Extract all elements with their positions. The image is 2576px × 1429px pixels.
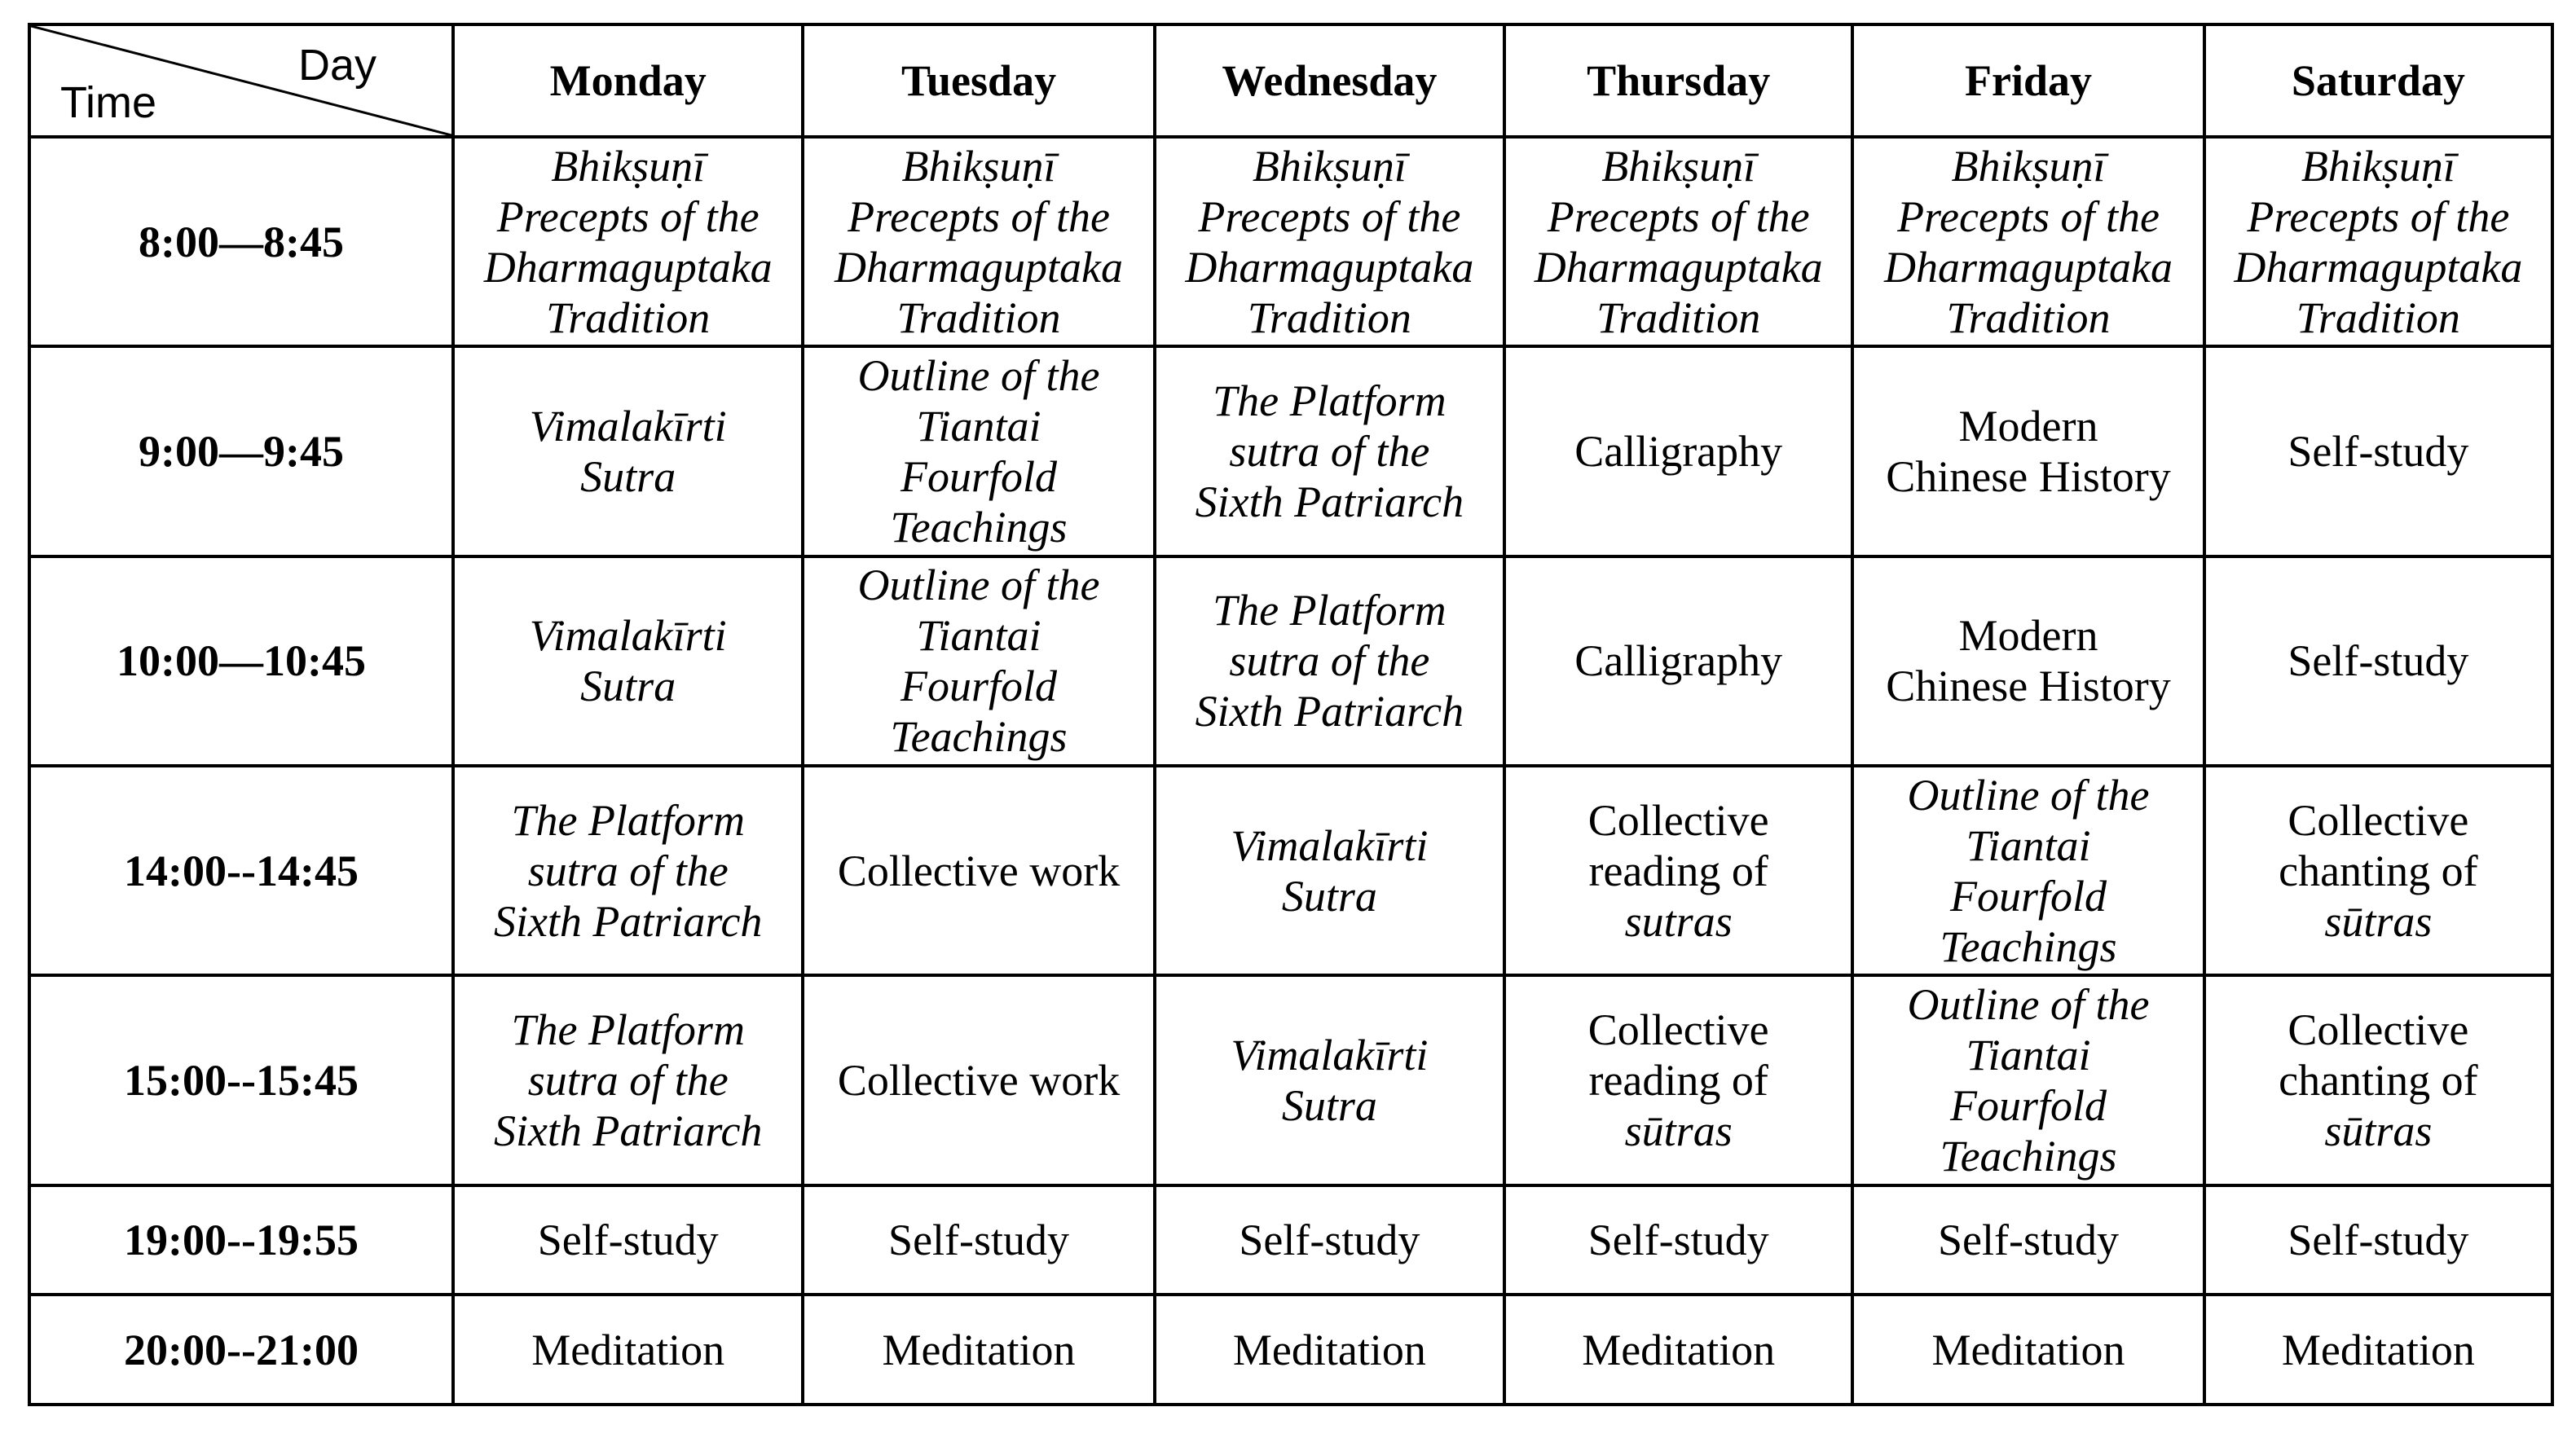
course-title	[1860, 1215, 2195, 1265]
course-title	[461, 1215, 795, 1265]
course-title-line: Vimalakīrti	[529, 611, 727, 661]
course-title	[811, 350, 1146, 552]
course-title	[811, 1215, 1146, 1265]
time-slot-label: 20:00--21:00	[29, 1295, 453, 1405]
course-title-line: Self-study	[888, 1215, 1070, 1264]
time-slot-label: 8:00—8:45	[29, 137, 453, 346]
schedule-cell-saturday	[2204, 556, 2552, 766]
course-title	[1163, 1030, 1496, 1131]
course-title-line: Sixth Patriarch	[1195, 477, 1464, 526]
time-slot-label: 10:00—10:45	[29, 556, 453, 766]
course-title-line: The Platform	[511, 1005, 745, 1054]
schedule-cell-friday	[1852, 1185, 2204, 1295]
schedule-cell-monday	[453, 1185, 803, 1295]
course-title-line: Meditation	[2281, 1325, 2475, 1374]
course-title	[1163, 141, 1496, 343]
schedule-cell-tuesday	[803, 556, 1154, 766]
course-title-line: Self-study	[1938, 1215, 2120, 1264]
schedule-cell-saturday	[2204, 1295, 2552, 1405]
course-title-line: sutra of the	[1229, 636, 1430, 686]
course-title-line: Collective	[2288, 1005, 2469, 1054]
schedule-cell-monday	[453, 137, 803, 346]
course-title-line: Precepts of the	[496, 191, 760, 241]
course-title	[461, 795, 795, 947]
schedule-cell-wednesday	[1155, 346, 1504, 556]
schedule-cell-thursday	[1504, 346, 1852, 556]
course-title-line: Dharmaguptaka	[1534, 242, 1823, 292]
schedule-cell-friday	[1852, 766, 2204, 975]
course-title-line: Self-study	[2288, 426, 2469, 476]
course-title-line: Collective	[2288, 795, 2469, 845]
course-title-line: Bhikṣuṇī	[2301, 141, 2455, 191]
day-header-wednesday: Wednesday	[1155, 24, 1504, 137]
schedule-cell-monday	[453, 346, 803, 556]
schedule-cell-friday	[1852, 137, 2204, 346]
day-header-monday: Monday	[453, 24, 803, 137]
course-title-line: sūtras	[2324, 1106, 2433, 1155]
course-title-line: Precepts of the	[848, 191, 1110, 241]
schedule-cell-thursday	[1504, 1295, 1852, 1405]
course-title-line: Teachings	[890, 712, 1068, 762]
time-day-corner-cell	[29, 24, 453, 137]
course-title-line: Dharmaguptaka	[1884, 242, 2173, 292]
course-title	[1513, 635, 1844, 686]
course-title	[1163, 1215, 1496, 1265]
course-title-line: Self-study	[2288, 1215, 2469, 1264]
time-slot-label: 19:00--19:55	[29, 1185, 453, 1295]
course-title-line: Calligraphy	[1574, 636, 1783, 686]
course-title-line: Bhikṣuṇī	[551, 141, 706, 191]
course-title	[1860, 401, 2195, 502]
schedule-cell-wednesday	[1155, 1185, 1504, 1295]
schedule-row	[29, 137, 2552, 346]
course-title-line: Dharmaguptaka	[483, 242, 773, 292]
course-title	[2213, 795, 2544, 947]
schedule-cell-tuesday	[803, 766, 1154, 975]
course-title-line: Self-study	[1239, 1215, 1420, 1264]
course-title-line: Tradition	[1596, 292, 1761, 342]
course-title	[461, 610, 795, 711]
course-title-line: The Platform	[1213, 586, 1447, 635]
schedule-row	[29, 346, 2552, 556]
schedule-row	[29, 556, 2552, 766]
course-title-line: Sixth Patriarch	[493, 896, 763, 946]
course-title-line: Precepts of the	[2247, 191, 2510, 241]
course-title-line: Sutra	[580, 451, 676, 501]
course-title	[461, 1005, 795, 1156]
time-slot-label: 14:00--14:45	[29, 766, 453, 975]
course-title-line: Meditation	[882, 1325, 1076, 1374]
course-title	[811, 141, 1146, 343]
schedule-cell-wednesday	[1155, 975, 1504, 1185]
course-title-line: Fourfold	[900, 662, 1058, 711]
course-title	[1860, 1325, 2195, 1375]
course-title-line: Self-study	[2288, 636, 2469, 686]
course-title-line: sutras	[1624, 896, 1733, 946]
course-title-line: chanting of	[2279, 1055, 2478, 1105]
course-title	[1860, 141, 2195, 343]
schedule-cell-wednesday	[1155, 766, 1504, 975]
course-title-line: Tradition	[546, 292, 711, 342]
course-title-line: Tradition	[1946, 292, 2111, 342]
schedule-cell-monday	[453, 975, 803, 1185]
course-title-line: Outline of the	[1907, 770, 2150, 820]
course-title-line: Dharmaguptaka	[834, 242, 1124, 292]
course-title-line: Outline of the	[857, 350, 1100, 400]
course-title-line: chanting of	[2279, 846, 2478, 895]
course-title-line: Fourfold	[900, 451, 1058, 501]
schedule-cell-thursday	[1504, 137, 1852, 346]
day-header-saturday: Saturday	[2204, 24, 2552, 137]
schedule-cell-tuesday	[803, 1295, 1154, 1405]
day-header-friday: Friday	[1852, 24, 2204, 137]
course-title-line: Calligraphy	[1574, 426, 1783, 476]
schedule-row	[29, 1185, 2552, 1295]
course-title	[1163, 376, 1496, 527]
course-title	[1860, 610, 2195, 711]
course-title-line: Outline of the	[1907, 979, 2150, 1029]
course-title-line: Teachings	[1940, 921, 2117, 971]
course-title-line: The Platform	[1213, 376, 1447, 425]
course-title-line: reading of	[1588, 846, 1768, 895]
course-title	[2213, 141, 2544, 343]
course-title-line: Tradition	[896, 292, 1061, 342]
schedule-cell-tuesday	[803, 346, 1154, 556]
schedule-cell-wednesday	[1155, 556, 1504, 766]
course-title-line: Precepts of the	[1547, 191, 1810, 241]
course-title-line: Chinese History	[1886, 451, 2171, 501]
course-title	[2213, 1325, 2544, 1375]
course-title-line: Dharmaguptaka	[2234, 242, 2523, 292]
schedule-row	[29, 1295, 2552, 1405]
course-title	[1513, 795, 1844, 947]
schedule-cell-saturday	[2204, 346, 2552, 556]
schedule-cell-friday	[1852, 975, 2204, 1185]
header-row	[29, 24, 2552, 137]
course-title-line: Sixth Patriarch	[1195, 687, 1464, 736]
schedule-cell-thursday	[1504, 1185, 1852, 1295]
schedule-cell-friday	[1852, 1295, 2204, 1405]
day-header-tuesday: Tuesday	[803, 24, 1154, 137]
course-title	[1513, 1005, 1844, 1156]
course-title	[1860, 770, 2195, 972]
course-title-line: Fourfold	[1950, 1080, 2107, 1130]
course-title-line: Tiantai	[916, 611, 1041, 661]
schedule-cell-tuesday	[803, 137, 1154, 346]
course-title	[1163, 585, 1496, 736]
course-title	[1163, 820, 1496, 921]
schedule-cell-tuesday	[803, 975, 1154, 1185]
schedule-cell-wednesday	[1155, 137, 1504, 346]
course-title-line: Sutra	[1281, 871, 1377, 921]
course-title-line: Tradition	[1247, 292, 1411, 342]
schedule-cell-saturday	[2204, 766, 2552, 975]
course-title-line: Meditation	[1931, 1325, 2125, 1374]
course-title-line: Teachings	[890, 502, 1068, 552]
course-title-line: Outline of the	[857, 561, 1100, 610]
course-title-line: Sixth Patriarch	[493, 1106, 763, 1155]
course-title	[1163, 1325, 1496, 1375]
course-title	[811, 1055, 1146, 1106]
course-title-line: Self-study	[537, 1215, 719, 1264]
course-title-line: Collective	[1587, 1005, 1769, 1054]
course-title-line: Modern	[1958, 611, 2098, 661]
course-title-line: Precepts of the	[1897, 191, 2160, 241]
course-title-line: Tiantai	[1966, 1030, 2091, 1079]
course-title	[811, 560, 1146, 762]
weekly-schedule-table	[28, 23, 2554, 1406]
course-title-line: Bhikṣuṇī	[901, 141, 1056, 191]
course-title-line: Meditation	[531, 1325, 725, 1374]
course-title-line: reading of	[1588, 1055, 1768, 1105]
schedule-cell-thursday	[1504, 975, 1852, 1185]
course-title-line: sūtras	[1624, 1106, 1733, 1155]
course-title	[2213, 426, 2544, 477]
course-title-line: Sutra	[580, 662, 676, 711]
schedule-cell-saturday	[2204, 137, 2552, 346]
course-title	[2213, 1215, 2544, 1265]
course-title-line: Collective work	[837, 1055, 1121, 1105]
corner-time-label: Time	[60, 78, 156, 127]
course-title	[461, 401, 795, 502]
course-title-line: Collective work	[837, 846, 1121, 895]
course-title-line: Collective	[1587, 795, 1769, 845]
schedule-cell-thursday	[1504, 766, 1852, 975]
course-title-line: Self-study	[1587, 1215, 1769, 1264]
schedule-cell-monday	[453, 556, 803, 766]
course-title-line: Modern	[1958, 401, 2098, 451]
time-slot-label: 9:00—9:45	[29, 346, 453, 556]
course-title-line: sutra of the	[1229, 426, 1430, 476]
course-title-line: Meditation	[1232, 1325, 1426, 1374]
course-title	[2213, 1005, 2544, 1156]
course-title-line: Vimalakīrti	[529, 401, 727, 451]
schedule-cell-friday	[1852, 346, 2204, 556]
corner-day-label: Day	[298, 41, 377, 90]
course-title-line: Dharmaguptaka	[1185, 242, 1474, 292]
course-title-line: Meditation	[1582, 1325, 1776, 1374]
course-title-line: sūtras	[2324, 896, 2433, 946]
schedule-cell-friday	[1852, 556, 2204, 766]
course-title	[1513, 141, 1844, 343]
course-title-line: Chinese History	[1886, 662, 2171, 711]
course-title	[1513, 1215, 1844, 1265]
course-title	[1513, 426, 1844, 477]
schedule-cell-monday	[453, 1295, 803, 1405]
course-title	[2213, 635, 2544, 686]
course-title-line: Vimalakīrti	[1231, 820, 1429, 870]
course-title-line: Tradition	[2296, 292, 2460, 342]
course-title-line: Sutra	[1281, 1080, 1377, 1130]
course-title	[461, 141, 795, 343]
course-title-line: Tiantai	[1966, 820, 2091, 870]
course-title-line: Teachings	[1940, 1131, 2117, 1181]
course-title-line: Bhikṣuṇī	[1601, 141, 1756, 191]
course-title-line: Tiantai	[916, 401, 1041, 451]
course-title-line: Vimalakīrti	[1231, 1030, 1429, 1079]
schedule-row	[29, 766, 2552, 975]
course-title	[811, 1325, 1146, 1375]
course-title-line: The Platform	[511, 795, 745, 845]
schedule-row	[29, 975, 2552, 1185]
schedule-cell-saturday	[2204, 1185, 2552, 1295]
schedule-cell-tuesday	[803, 1185, 1154, 1295]
course-title	[1513, 1325, 1844, 1375]
time-slot-label: 15:00--15:45	[29, 975, 453, 1185]
schedule-body	[29, 137, 2552, 1405]
course-title-line: Bhikṣuṇī	[1252, 141, 1407, 191]
course-title	[461, 1325, 795, 1375]
course-title-line: sutra of the	[527, 1055, 729, 1105]
schedule-cell-monday	[453, 766, 803, 975]
day-header-thursday: Thursday	[1504, 24, 1852, 137]
schedule-cell-thursday	[1504, 556, 1852, 766]
course-title-line: Bhikṣuṇī	[1951, 141, 2106, 191]
course-title-line: sutra of the	[527, 846, 729, 895]
course-title	[1860, 979, 2195, 1181]
schedule-cell-saturday	[2204, 975, 2552, 1185]
course-title	[811, 846, 1146, 896]
schedule-cell-wednesday	[1155, 1295, 1504, 1405]
course-title-line: Fourfold	[1950, 871, 2107, 921]
course-title-line: Precepts of the	[1198, 191, 1461, 241]
